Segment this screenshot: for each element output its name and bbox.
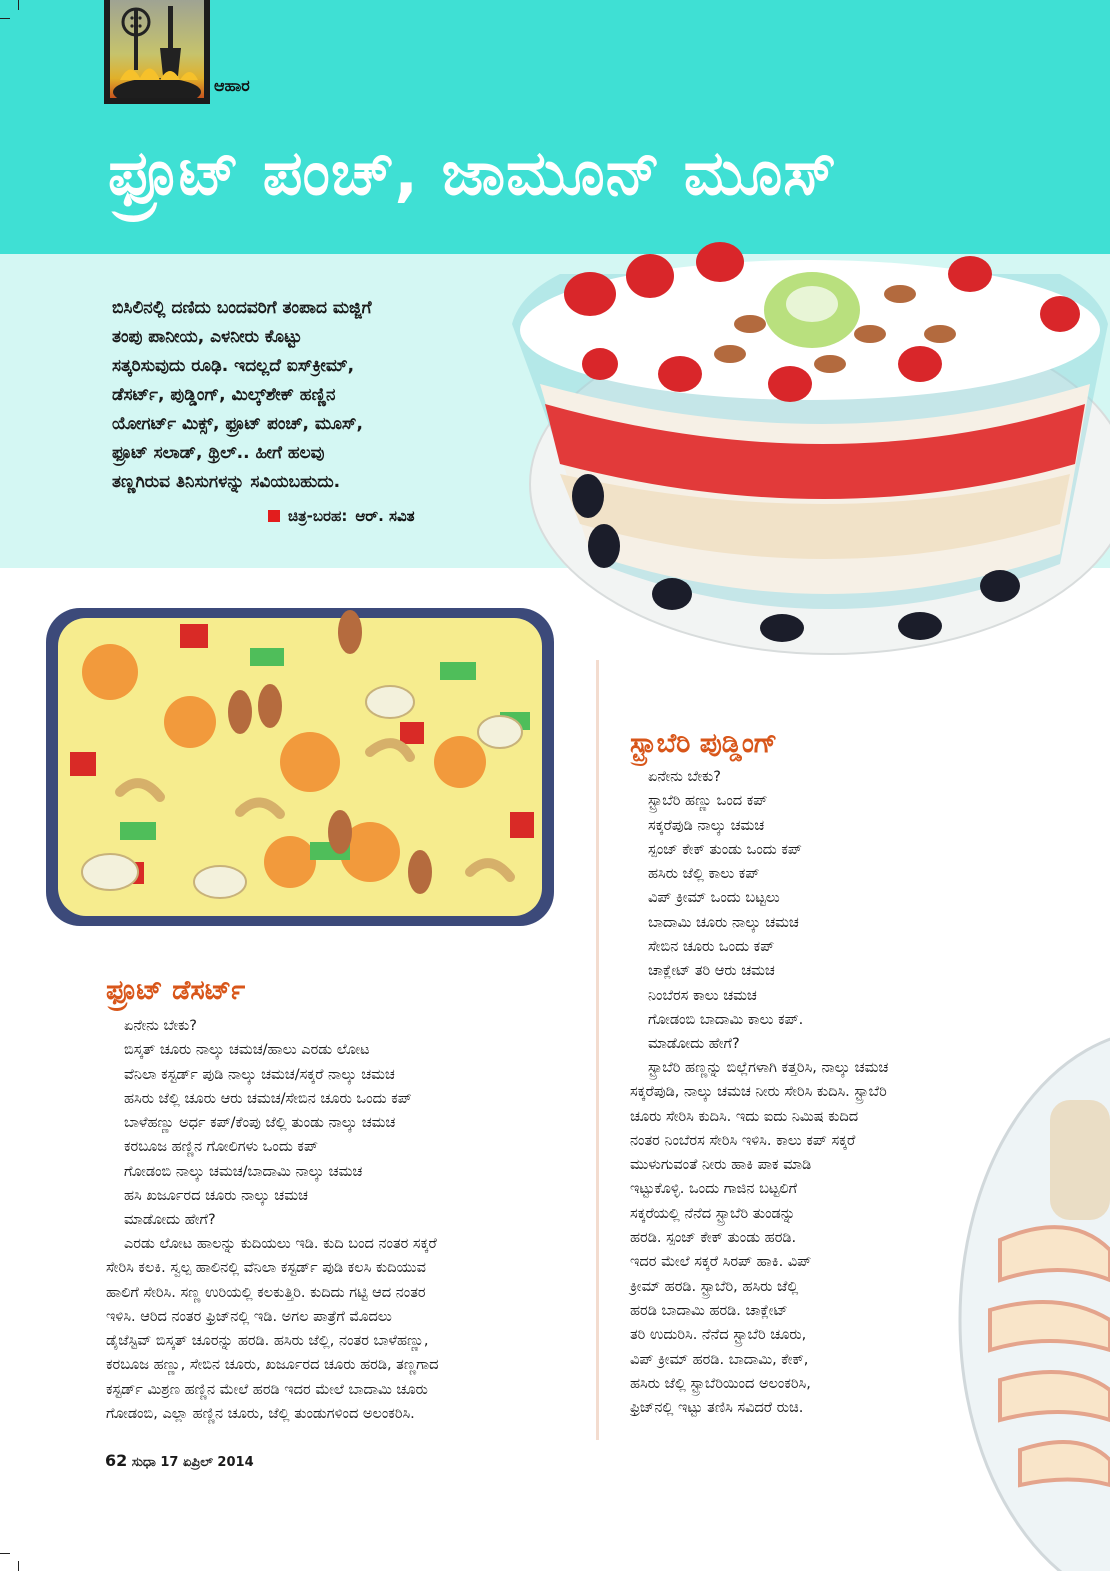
ingredient-item: ಹಸಿರು ಜೆಲ್ಲಿ ಕಾಲು ಕಪ್ [648,866,760,883]
strawberry-pudding-ingredients [648,765,803,1057]
crop-mark [18,0,19,10]
strawberry-pudding-photo [500,234,1110,654]
intro-line: ತಂಪು ಪಾನೀಯ, ಎಳನೀರು ಕೊಟ್ಟು [112,327,302,347]
ingredient-item: ಹಸಿರು ಜೆಲ್ಲಿ ಚೂರು ಆರು ಚಮಚ/ಸೇಬಿನ ಚೂರು ಒಂದು ಕಪ್ [124,1090,412,1107]
crop-mark [0,1553,10,1554]
credit-label: ಚಿತ್ರ-ಬರಹ: [288,507,348,525]
ingredient-item: ನಿಂಬೆರಸ ಕಾಲು ಚಮಚ [648,987,757,1004]
intro-line: ತಣ್ಣಗಿರುವ ತಿನಿಸುಗಳನ್ನು ಸವಿಯಬಹುದು. [112,472,341,492]
ingredient-item: ಚಾಕ್ಲೇಟ್ ತರಿ ಆರು ಚಮಚ [648,963,775,980]
ingredient-item: ವೆನಿಲಾ ಕಸ್ಟರ್ಡ್ ಪುಡಿ ನಾಲ್ಕು ಚಮಚ/ಸಕ್ಕರೆ ನಾಲ್ಕು ಚಮಚ [124,1066,395,1083]
method-line: ಹರಡಿ. ಸ್ಪಂಜ್ ಕೇಕ್ ತುಂಡು ಹರಡಿ. [630,1230,797,1247]
credit-bullet-icon [268,510,280,522]
magazine-name: ಸುಧಾ [131,1455,156,1470]
method-line: ಹಸಿರು ಜೆಲ್ಲಿ ಸ್ಟ್ರಾಬೆರಿಯಿಂದ ಅಲಂಕರಿಸಿ, [630,1375,811,1392]
intro-line: ಯೋಗರ್ಟ್ ಮಿಕ್ಸ್, ಫ್ರೂಟ್ ಪಂಚ್, ಮೂಸ್, [112,414,363,434]
ingredient-item: ಬಾಳೆಹಣ್ಣು ಅರ್ಧ ಕಪ್/ಕೆಂಪು ಜೆಲ್ಲಿ ತುಂಡು ನಾಲ್ಕು ಚಮಚ [124,1115,396,1132]
crop-mark [18,1561,19,1571]
method-line: ಹಾಲಿಗೆ ಸೇರಿಸಿ. ಸಣ್ಣ ಉರಿಯಲ್ಲಿ ಕಲಕುತ್ತಿರಿ. ಕುದಿದು ಗಟ್ಟಿ ಆದ ನಂತರ [106,1284,426,1301]
method-line: ಇಳಿಸಿ. ಆರಿದ ನಂತರ ಫ್ರಿಜ್‌ನಲ್ಲಿ ಇಡಿ. ಅಗಲ ಪಾತ್ರೆಗೆ ಮೊದಲು [106,1308,392,1325]
method-line: ಮುಳುಗುವಂತೆ ನೀರು ಹಾಕಿ ಪಾಕ ಮಾಡಿ [630,1157,812,1174]
photo-credit [268,507,415,525]
credit-name: ಆರ್. ಸವಿತ [355,507,415,525]
apple-plate-photo [930,980,1110,1570]
intro-line: ಸತ್ಕರಿಸುವುದು ರೂಢಿ. ಇದಲ್ಲದೆ ಐಸ್‌ಕ್ರೀಮ್, [112,356,355,376]
ingredient-item: ಸೇಬಿನ ಚೂರು ಒಂದು ಕಪ್ [648,939,775,956]
method-line: ಡೈಜೆಸ್ಟಿವ್ ಬಿಸ್ಕತ್ ಚೂರನ್ನು ಹರಡಿ. ಹಸಿರು ಜೆಲ್ಲಿ, ನಂತರ ಬಾಳೆಹಣ್ಣು, [106,1333,429,1350]
fruit-dessert-ingredients [124,1014,412,1233]
method-line: ತರಿ ಉದುರಿಸಿ. ನೆನೆದ ಸ್ಟ್ರಾಬೆರಿ ಚೂರು, [630,1327,807,1344]
fruit-dessert-method [106,1232,439,1426]
method-line: ಗೋಡಂಬಿ, ಎಲ್ಲಾ ಹಣ್ಣಿನ ಚೂರು, ಜೆಲ್ಲಿ ತುಂಡುಗಳಿಂದ ಅಲಂಕರಿಸಿ. [106,1406,415,1423]
ingredient-item: ಬಿಸ್ಕತ್ ಚೂರು ನಾಲ್ಕು ಚಮಚ/ಹಾಲು ಎರಡು ಲೋಟ [124,1042,370,1059]
ingredient-item: ಸ್ಪಂಜ್ ಕೇಕ್ ತುಂಡು ಒಂದು ಕಪ್ [648,841,802,858]
page-title: ಫ್ರೂಟ್ ಪಂಚ್, ಜಾಮೂನ್ ಮೂಸ್ [108,136,838,209]
ingredient-item: ಸಕ್ಕರೆಪುಡಿ ನಾಲ್ಕು ಚಮಚ [648,817,765,834]
method-line: ಚೂರು ಸೇರಿಸಿ ಕುದಿಸಿ. ಇದು ಐದು ನಿಮಿಷ ಕುದಿದ [630,1108,859,1125]
intro-paragraph [112,294,462,497]
page-number: 62 [105,1451,128,1470]
method-line: ನಂತರ ನಿಂಬೆರಸ ಸೇರಿಸಿ ಇಳಿಸಿ. ಕಾಲು ಕಪ್ ಸಕ್ಕರೆ [630,1132,856,1149]
ingredient-item: ಗೋಡಂಬಿ ಬಾದಾಮಿ ಕಾಲು ಕಪ್. [648,1011,804,1028]
intro-line: ಬಿಸಿಲಿನಲ್ಲಿ ದಣಿದು ಬಂದವರಿಗೆ ತಂಪಾದ ಮಜ್ಜಿಗೆ [112,298,372,318]
section-logo [104,0,210,104]
ingredient-item: ವಿಪ್ ಕ್ರೀಮ್ ಒಂದು ಬಟ್ಟಲು [648,890,780,907]
method-line: ಕ್ರೀಮ್ ಹರಡಿ. ಸ್ಟ್ರಾಬೆರಿ, ಹಸಿರು ಜೆಲ್ಲಿ [630,1278,799,1295]
issue-date: 17 ಏಪ್ರಿಲ್ 2014 [160,1455,254,1470]
fruit-dessert-title: ಫ್ರೂಟ್ ಡೆಸರ್ಟ್ [106,975,246,1006]
ingredient-item: ಗೋಡಂಬಿ ನಾಲ್ಕು ಚಮಚ/ಬಾದಾಮಿ ನಾಲ್ಕು ಚಮಚ [124,1163,363,1180]
method-line: ಸಕ್ಕರೆಪುಡಿ, ನಾಲ್ಕು ಚಮಚ ನೀರು ಸೇರಿಸಿ ಕುದಿಸಿ. ಸ್ಟ್ರಾಬೆರಿ [630,1084,887,1101]
strawberry-pudding-title: ಸ್ಟ್ರಾಬೆರಿ ಪುಡ್ಡಿಂಗ್ [630,728,778,759]
strawberry-pudding-method [630,1056,888,1420]
intro-line: ಫ್ರೂಟ್ ಸಲಾಡ್, ಥ್ರಿಲ್.. ಹೀಗೆ ಹಲವು [112,443,325,463]
fruit-dessert-photo [40,602,560,932]
ingredient-item: ಸ್ಟ್ರಾಬೆರಿ ಹಣ್ಣು ಒಂದ ಕಪ್ [648,793,768,810]
ingredients-heading: ಏನೇನು ಬೇಕು? [124,1018,197,1034]
method-line: ಇಟ್ಟುಕೊಳ್ಳಿ. ಒಂದು ಗಾಜಿನ ಬಟ್ಟಲಿಗೆ [630,1181,798,1198]
ingredient-item: ಹಸಿ ಖರ್ಜೂರದ ಚೂರು ನಾಲ್ಕು ಚಮಚ [124,1188,308,1205]
intro-line: ಡೆಸರ್ಟ್, ಪುಡ್ಡಿಂಗ್, ಮಿಲ್ಕ್‌ಶೇಕ್ ಹಣ್ಣಿನ [112,385,336,405]
ingredients-heading: ಏನೇನು ಬೇಕು? [648,769,721,785]
page-footer [105,1451,254,1470]
column-divider [596,660,599,1440]
section-tag: ಆಹಾರ [214,76,250,95]
method-line: ಇದರ ಮೇಲೆ ಸಕ್ಕರೆ ಸಿರಪ್ ಹಾಕಿ. ವಿಪ್ [630,1254,812,1271]
method-heading: ಮಾಡೋದು ಹೇಗೆ? [648,1036,740,1053]
method-heading: ಮಾಡೋದು ಹೇಗೆ? [124,1212,216,1229]
method-line: ಸಕ್ಕರೆಯಲ್ಲಿ ನೆನೆದ ಸ್ಟ್ರಾಬೆರಿ ತುಂಡನ್ನು [630,1205,796,1222]
method-line: ಫ್ರಿಜ್‌ನಲ್ಲಿ ಇಟ್ಟು ತಣಿಸಿ ಸವಿದರೆ ರುಚಿ. [630,1400,804,1417]
ingredient-item: ಬಾದಾಮಿ ಚೂರು ನಾಲ್ಕು ಚಮಚ [648,914,799,931]
method-line: ಸೇರಿಸಿ ಕಲಕಿ. ಸ್ವಲ್ಪ ಹಾಲಿನಲ್ಲಿ ವೆನಿಲಾ ಕಸ್ಟರ್ಡ್ ಪುಡಿ ಕಲಸಿ ಕುದಿಯುವ [106,1260,426,1277]
crop-mark [0,18,10,19]
method-line: ವಿಪ್ ಕ್ರೀಮ್ ಹರಡಿ. ಬಾದಾಮಿ, ಕೇಕ್, [630,1351,809,1368]
method-line: ಸ್ಟ್ರಾಬೆರಿ ಹಣ್ಣನ್ನು ಬಿಲ್ಲೆಗಳಾಗಿ ಕತ್ತರಿಸಿ, ನಾಲ್ಕು ಚಮಚ [648,1060,889,1076]
method-line: ಹರಡಿ ಬಾದಾಮಿ ಹರಡಿ. ಚಾಕ್ಲೇಟ್ [630,1302,788,1319]
method-line: ಕಸ್ಟರ್ಡ್ ಮಿಶ್ರಣ ಹಣ್ಣಿನ ಮೇಲೆ ಹರಡಿ ಇದರ ಮೇಲೆ ಬಾದಾಮಿ ಚೂರು [106,1381,428,1398]
cooking-utensils-icon [110,0,204,98]
method-line: ಎರಡು ಲೋಟ ಹಾಲನ್ನು ಕುದಿಯಲು ಇಡಿ. ಕುದಿ ಬಂದ ನಂತರ ಸಕ್ಕರೆ [124,1236,437,1252]
method-line: ಕರಬೂಜ ಹಣ್ಣು, ಸೇಬಿನ ಚೂರು, ಖರ್ಜೂರದ ಚೂರು ಹರಡಿ, ತಣ್ಣಗಾದ [106,1357,439,1374]
ingredient-item: ಕರಬೂಜ ಹಣ್ಣಿನ ಗೋಲಿಗಳು ಒಂದು ಕಪ್ [124,1139,318,1156]
